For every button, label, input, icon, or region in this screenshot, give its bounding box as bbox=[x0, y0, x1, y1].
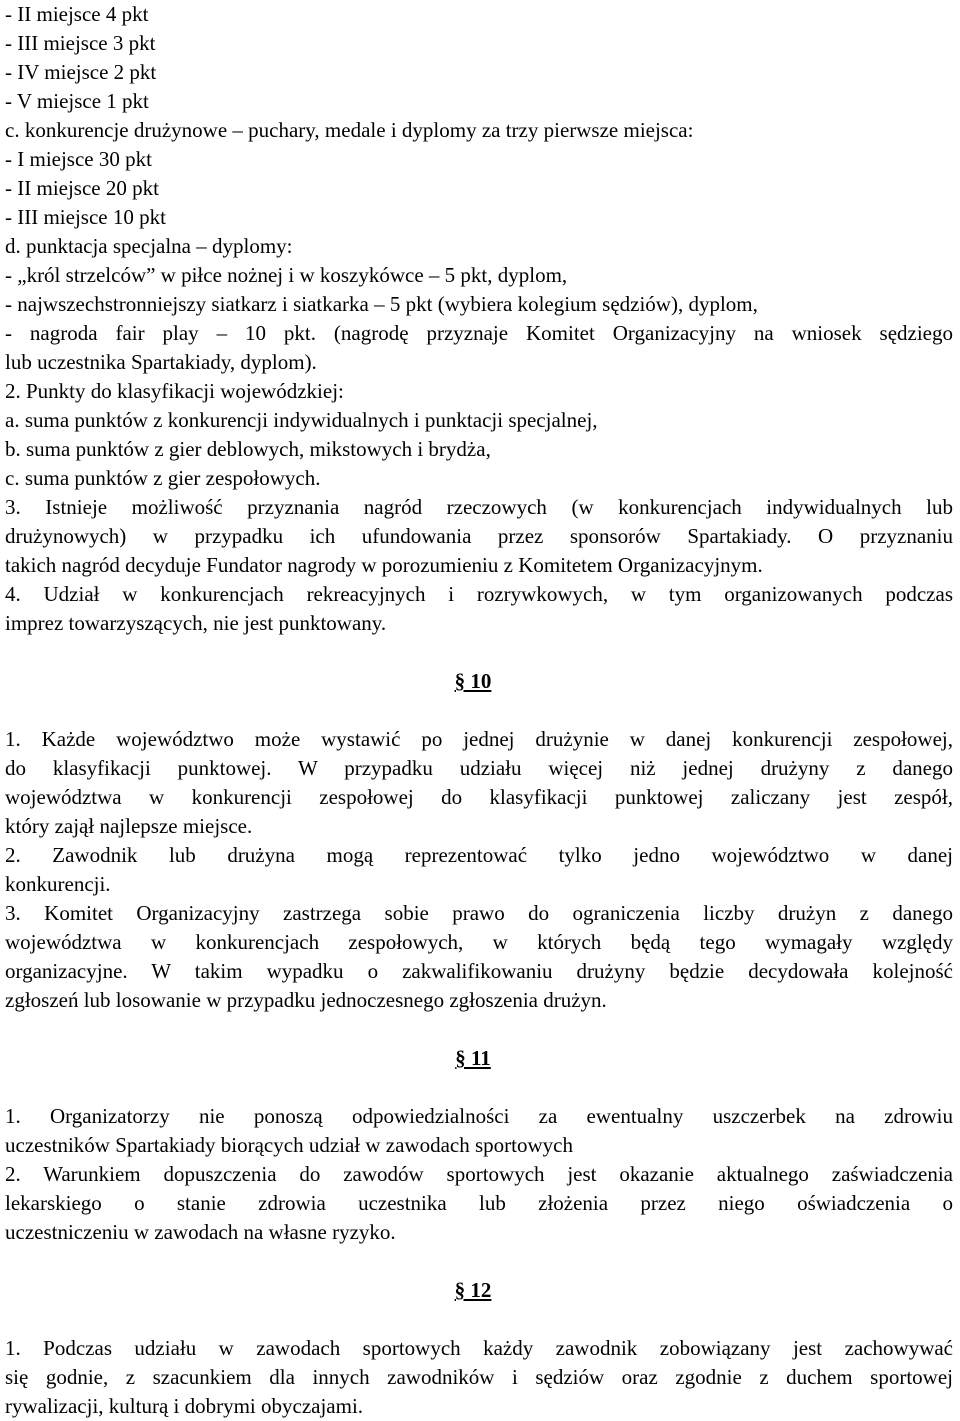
text-line: uczestników Spartakiady biorących udział w zawodach sportowych bbox=[5, 1133, 573, 1157]
text-line: d. punktacja specjalna – dyplomy: bbox=[5, 234, 293, 258]
text-line: 4. Udział w konkurencjach rekreacyjnych i rozrywkowych, w tym organizowanych podczas bbox=[5, 582, 953, 606]
text-line: 1. Każde województwo może wystawić po jednej drużynie w danej konkurencji zespołowej, bbox=[5, 727, 953, 751]
text-line: - V miejsce 1 pkt bbox=[5, 89, 149, 113]
text-line: - III miejsce 3 pkt bbox=[5, 31, 156, 55]
text-line: województwa w konkurencjach zespołowych, w których będą tego wymagały względy bbox=[5, 930, 953, 954]
text-line: - II miejsce 4 pkt bbox=[5, 2, 149, 26]
continuation-block bbox=[5, 0, 953, 638]
text-line: - IV miejsce 2 pkt bbox=[5, 60, 157, 84]
text-line: 2. Punkty do klasyfikacji wojewódzkiej: bbox=[5, 379, 344, 403]
section-heading: § 10 bbox=[454, 669, 492, 693]
text-line: konkurencji. bbox=[5, 872, 111, 896]
text-line: który zajął najlepsze miejsce. bbox=[5, 814, 253, 838]
spacer bbox=[5, 1015, 953, 1044]
text-line: województwa w konkurencji zespołowej do klasyfikacji punktowej zaliczany jest zespół, bbox=[5, 785, 953, 809]
text-line: - „król strzelców” w piłce nożnej i w koszykówce – 5 pkt, dyplom, bbox=[5, 263, 568, 287]
text-line: c. konkurencje drużynowe – puchary, medale i dyplomy za trzy pierwsze miejsca: bbox=[5, 118, 694, 142]
text-line: - III miejsce 10 pkt bbox=[5, 205, 166, 229]
text-line: zgłoszeń lub losowanie w przypadku jednoczesnego zgłoszenia drużyn. bbox=[5, 988, 607, 1012]
text-line: a. suma punktów z konkurencji indywidualnych i punktacji specjalnej, bbox=[5, 408, 598, 432]
section-heading: § 11 bbox=[455, 1046, 491, 1070]
text-line: 1. Podczas udziału w zawodach sportowych każdy zawodnik zobowiązany jest zachowywać bbox=[5, 1336, 953, 1360]
text-line: imprez towarzyszących, nie jest punktowany. bbox=[5, 611, 387, 635]
text-line: 1. Organizatorzy nie ponoszą odpowiedzialności za ewentualny uszczerbek na zdrowiu bbox=[5, 1104, 953, 1128]
text-line: - nagroda fair play – 10 pkt. (nagrodę przyznaje Komitet Organizacyjny na wniosek sędziego bbox=[5, 321, 953, 345]
text-line: drużynowych) w przypadku ich ufundowania przez sponsorów Spartakiady. O przyznaniu bbox=[5, 524, 953, 548]
section-12 bbox=[5, 1276, 953, 1421]
spacer bbox=[5, 1247, 953, 1276]
text-line: 3. Istnieje możliwość przyznania nagród rzeczowych (w konkurencjach indywidualnych lub bbox=[5, 495, 953, 519]
text-line: do klasyfikacji punktowej. W przypadku udziału więcej niż jednej drużyny z danego bbox=[5, 756, 953, 780]
text-line: lekarskiego o stanie zdrowia uczestnika lub złożenia przez niego oświadczenia o bbox=[5, 1191, 953, 1215]
section-10 bbox=[5, 667, 953, 1015]
spacer bbox=[5, 1073, 953, 1102]
text-line: się godnie, z szacunkiem dla innych zawodników i sędziów oraz zgodnie z duchem sportowej bbox=[5, 1365, 953, 1389]
text-line: 2. Warunkiem dopuszczenia do zawodów sportowych jest okazanie aktualnego zaświadczenia bbox=[5, 1162, 953, 1186]
text-line: - II miejsce 20 pkt bbox=[5, 176, 159, 200]
text-line: b. suma punktów z gier deblowych, mikstowych i brydża, bbox=[5, 437, 491, 461]
section-11 bbox=[5, 1044, 953, 1247]
text-line: uczestniczeniu w zawodach na własne ryzyko. bbox=[5, 1220, 396, 1244]
text-line: c. suma punktów z gier zespołowych. bbox=[5, 466, 321, 490]
document-page bbox=[5, 0, 953, 1421]
text-line: lub uczestnika Spartakiady, dyplom). bbox=[5, 350, 317, 374]
spacer bbox=[5, 638, 953, 667]
text-line: - I miejsce 30 pkt bbox=[5, 147, 152, 171]
text-line: 3. Komitet Organizacyjny zastrzega sobie prawo do ograniczenia liczby drużyn z danego bbox=[5, 901, 953, 925]
text-line: rywalizacji, kulturą i dobrymi obyczajami. bbox=[5, 1394, 364, 1418]
section-heading: § 12 bbox=[454, 1278, 492, 1302]
text-line: - najwszechstronniejszy siatkarz i siatkarka – 5 pkt (wybiera kolegium sędziów), dyplom, bbox=[5, 292, 758, 316]
text-line: organizacyjne. W takim wypadku o zakwalifikowaniu drużyny będzie decydowała kolejność bbox=[5, 959, 953, 983]
text-line: 2. Zawodnik lub drużyna mogą reprezentować tylko jedno województwo w danej bbox=[5, 843, 953, 867]
spacer bbox=[5, 696, 953, 725]
spacer bbox=[5, 1305, 953, 1334]
text-line: takich nagród decyduje Fundator nagrody w porozumieniu z Komitetem Organizacyjnym. bbox=[5, 553, 763, 577]
